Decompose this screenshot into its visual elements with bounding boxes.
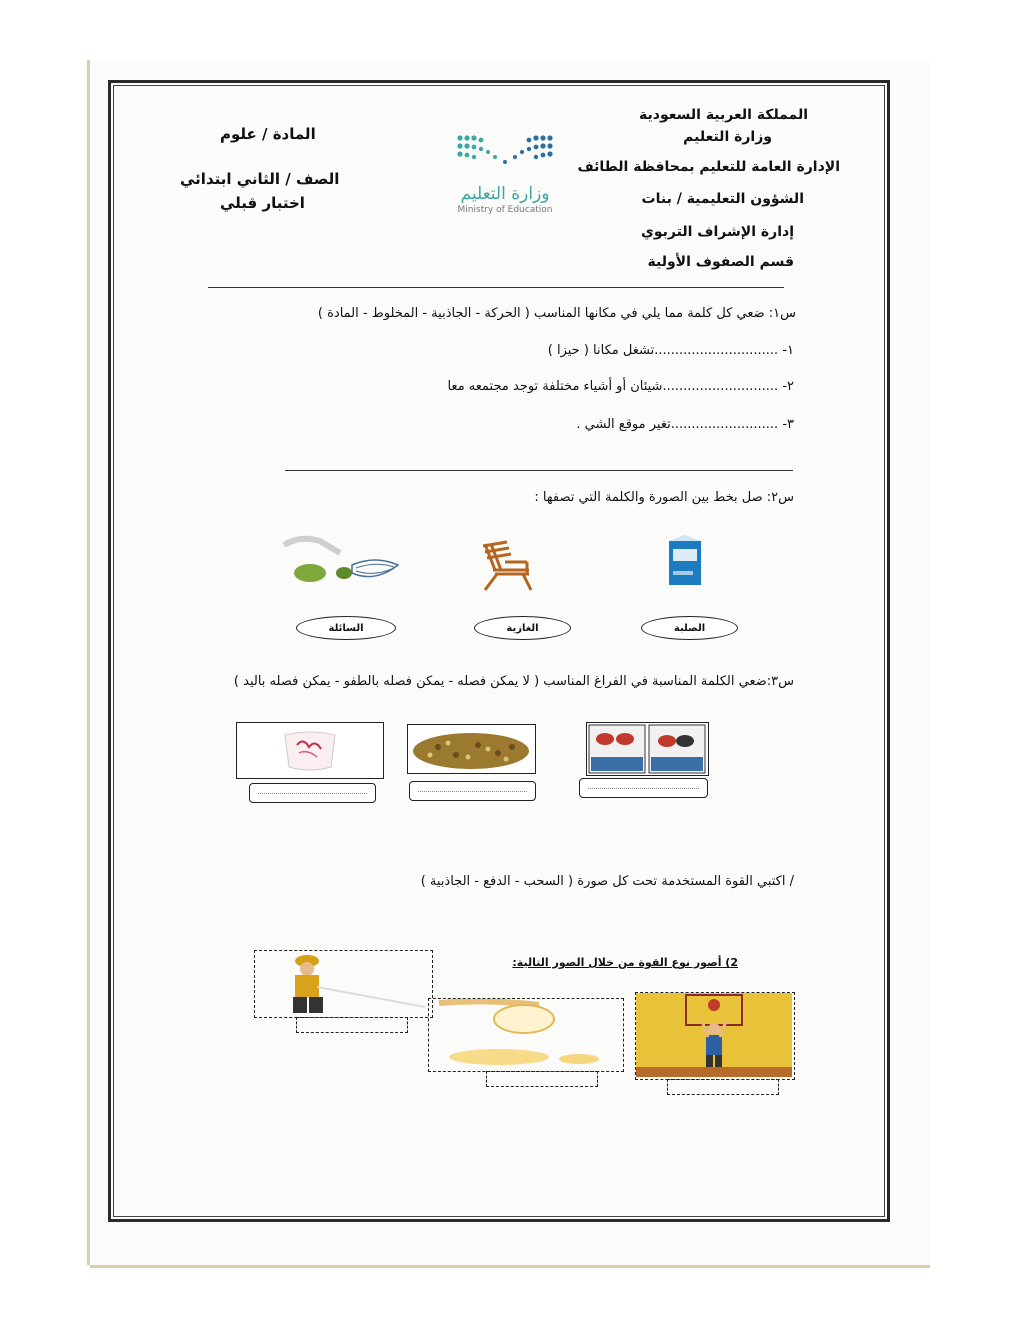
header-divider	[208, 287, 784, 288]
throwing-image-frame	[635, 992, 795, 1080]
q1-item-1-blank[interactable]: ..............................	[654, 343, 779, 358]
q1-divider	[285, 470, 793, 471]
header-affairs: الشؤون التعليمية / بنات	[641, 191, 804, 207]
q2-prompt: س٢: صل بخط بين الصورة والكلمة التي تصفها :	[534, 490, 794, 505]
subject-label: المادة / علوم	[220, 125, 316, 143]
boy-pulling-image	[255, 951, 430, 1015]
q4-answer-2[interactable]	[486, 1071, 598, 1087]
ball-image-frame	[428, 998, 624, 1072]
q4-subtitle: 2) أصور نوع القوة من خلال الصور التالية:	[512, 956, 738, 969]
logo-dots-icon	[455, 132, 555, 170]
q3-answer-1[interactable]	[579, 778, 708, 798]
q1-item-2	[447, 379, 794, 394]
q1-prompt: س١: ضعي كل كلمة مما يلي في مكانها المناسب ( الحركة - الجاذبية - المخلوط - المادة )	[317, 306, 796, 321]
exam-type-label: اختبار قبلي	[220, 194, 305, 212]
q1-item-3-blank[interactable]: ..........................	[670, 417, 779, 432]
q1-item-2-text: شيئان أو أشياء مختلفة توجد مجتمعه معا	[447, 379, 663, 394]
grade-label: الصف / الثاني ابتدائي	[180, 170, 340, 188]
pulling-image-frame	[254, 950, 433, 1018]
sorting-image	[586, 722, 709, 776]
header-supervision: إدارة الإشراف التربوي	[641, 224, 794, 240]
girl-throwing-image	[636, 993, 792, 1077]
dye-water-image	[236, 722, 384, 779]
q3-answer-2[interactable]	[409, 781, 536, 801]
q1-item-2-number: ٢-	[782, 379, 794, 394]
logo-arabic: وزارة التعليم	[460, 184, 550, 204]
q1-item-1	[548, 343, 794, 358]
wooden-chair-image	[475, 540, 537, 592]
q1-item-2-blank[interactable]: ............................	[662, 379, 779, 394]
label-solid[interactable]: الصلبة	[641, 616, 738, 640]
q4-prompt: / اكتبي القوة المستخدمة تحت كل صورة ( السحب - الدفع - الجاذبية )	[420, 874, 794, 889]
ministry-logo	[430, 132, 580, 227]
q1-item-3	[576, 417, 794, 432]
q1-item-1-number: ١-	[782, 343, 794, 358]
label-gas[interactable]: الغازية	[474, 616, 571, 640]
logo-english: Ministry of Education	[457, 205, 553, 215]
q1-item-3-text: تغير موقع الشي .	[576, 417, 671, 432]
q3-prompt: س٣:ضعي الكلمة المناسبة في الفراغ المناسب ( لا يمكن فصله - يمكن فصله بالطفو - يمكن فصله باليد )	[233, 674, 794, 689]
q1-item-3-number: ٣-	[782, 417, 794, 432]
header-directorate: الإدارة العامة للتعليم بمحافظة الطائف	[577, 159, 840, 175]
header-ministry: وزارة التعليم	[683, 129, 772, 145]
q4-answer-1[interactable]	[296, 1017, 408, 1033]
label-liquid[interactable]: السائلة	[296, 616, 396, 640]
q3-answer-3[interactable]	[249, 783, 376, 803]
mixed-nuts-image	[407, 724, 536, 774]
milk-carton-image	[665, 535, 707, 587]
header-department: قسم الصفوف الأولية	[647, 254, 794, 270]
q1-item-1-text: تشغل مكانا ( حيزا )	[547, 343, 655, 358]
q4-answer-3[interactable]	[667, 1079, 779, 1095]
balloon-pump-image	[280, 535, 405, 590]
header-kingdom: المملكة العربية السعودية	[639, 107, 808, 123]
paddle-ball-image	[429, 999, 621, 1069]
